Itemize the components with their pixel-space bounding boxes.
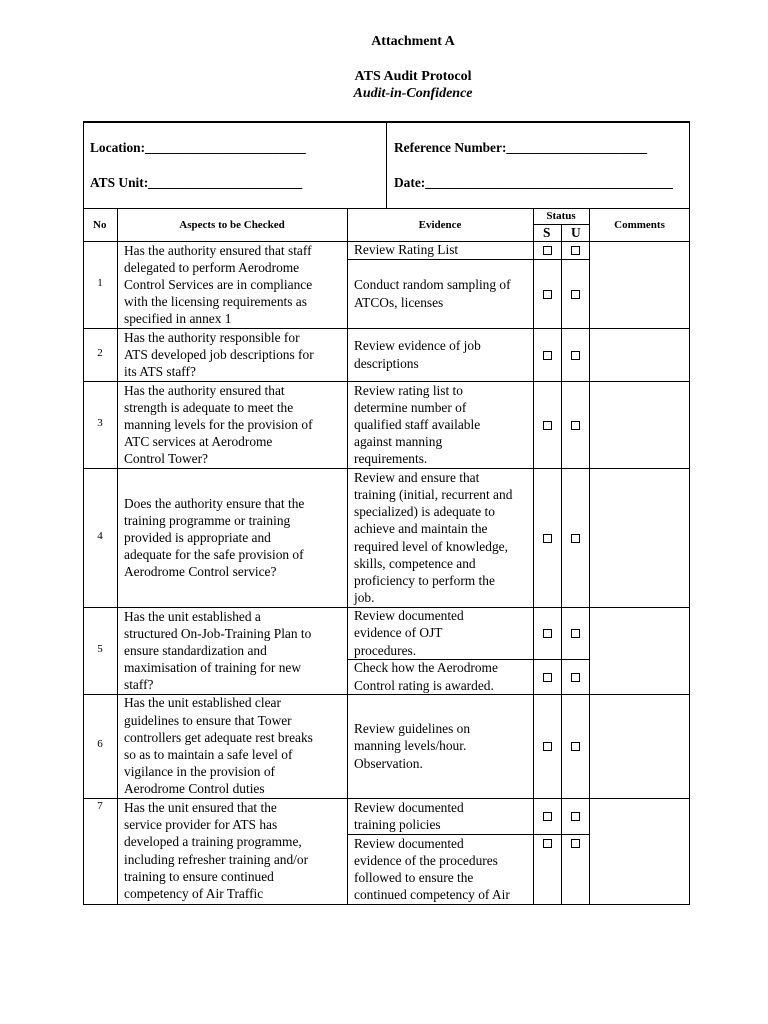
aspect-line: training to ensure continued	[124, 868, 274, 884]
status-s-checkbox[interactable]	[543, 421, 552, 430]
evidence-line: descriptions	[354, 355, 419, 371]
aspect-line: Has the unit established clear	[124, 695, 281, 711]
aspect-line: structured On-Job-Training Plan to	[124, 625, 312, 641]
evidence-line: Conduct random sampling of	[354, 277, 511, 293]
status-s-checkbox[interactable]	[543, 534, 552, 543]
table-border-right	[689, 121, 690, 905]
evidence-subrow-rule	[347, 259, 589, 260]
aspect-line: specified in annex 1	[124, 311, 232, 327]
status-u-checkbox[interactable]	[571, 629, 580, 638]
form-bottom-rule	[83, 208, 690, 209]
aspect-line: ATC services at Aerodrome	[124, 434, 273, 450]
evidence-line: Review evidence of job	[354, 338, 481, 354]
aspect-line: Does the authority ensure that the	[124, 495, 305, 511]
status-u-checkbox[interactable]	[571, 534, 580, 543]
evidence-line: requirements.	[354, 451, 428, 467]
status-u-checkbox[interactable]	[571, 421, 580, 430]
evidence-line: required level of knowledge,	[354, 538, 508, 554]
aspect-line: developed a training programme,	[124, 834, 302, 850]
aspect-line: competency of Air Traffic	[124, 886, 264, 901]
evidence-line: evidence of the procedures	[354, 852, 498, 868]
aspect-line: staff?	[124, 677, 154, 693]
aspect-line: training programme or training	[124, 512, 291, 528]
date-field: Date:_____________________________________	[394, 175, 673, 190]
evidence-line: training (initial, recurrent and	[354, 486, 513, 502]
evidence-line: Review guidelines on	[354, 721, 471, 737]
status-s-checkbox[interactable]	[543, 290, 552, 299]
evidence-line: skills, competence and	[354, 555, 476, 571]
column-header-comments: Comments	[614, 219, 665, 231]
evidence-line: Review documented	[354, 799, 464, 815]
aspect-line: controllers get adequate rest breaks	[124, 729, 313, 745]
column-rule-status-u	[589, 208, 590, 904]
status-s-checkbox[interactable]	[543, 673, 552, 682]
aspect-line: Has the unit established a	[124, 608, 261, 624]
column-header-s: S	[543, 225, 551, 240]
column-rule-no	[117, 208, 118, 904]
evidence-line: manning levels/hour.	[354, 738, 467, 754]
column-header-u: U	[571, 225, 581, 240]
table-border-left	[83, 121, 84, 905]
aspect-line: manning levels for the provision of	[124, 416, 313, 432]
aspect-line: Aerodrome Control service?	[124, 564, 277, 580]
column-header-no: No	[93, 219, 107, 231]
reference-number-field: Reference Number:_____________________	[394, 140, 648, 155]
evidence-line: proficiency to perform the	[354, 572, 495, 588]
aspect-line: ensure standardization and	[124, 642, 267, 658]
evidence-line: job.	[354, 590, 375, 606]
evidence-line: Review and ensure that	[354, 469, 480, 485]
status-u-checkbox[interactable]	[571, 742, 580, 751]
column-header-status: Status	[546, 210, 576, 222]
ats-unit-field: ATS Unit:_______________________	[90, 175, 303, 190]
evidence-line: evidence of OJT	[354, 625, 443, 641]
status-s-checkbox[interactable]	[543, 246, 552, 255]
status-s-checkbox[interactable]	[543, 839, 552, 848]
evidence-line: followed to ensure the	[354, 870, 474, 885]
aspect-line: so as to maintain a safe level of	[124, 747, 293, 762]
aspect-line: delegated to perform Aerodrome	[124, 259, 300, 275]
status-u-checkbox[interactable]	[571, 673, 580, 682]
column-rule-aspects	[347, 208, 348, 904]
status-u-checkbox[interactable]	[571, 290, 580, 299]
evidence-line: Review rating list to	[354, 382, 463, 398]
column-header-evidence: Evidence	[418, 219, 462, 231]
row-number: 1	[97, 276, 103, 289]
aspect-line: Control Tower?	[124, 451, 208, 467]
table-border-bottom	[83, 904, 690, 905]
status-u-checkbox[interactable]	[571, 246, 580, 255]
evidence-line: Observation.	[354, 755, 423, 771]
status-u-checkbox[interactable]	[571, 351, 580, 360]
row-number: 4	[97, 529, 103, 542]
evidence-line: Control rating is awarded.	[354, 677, 494, 693]
evidence-line: determine number of	[354, 399, 467, 415]
evidence-line: procedures.	[354, 642, 417, 658]
aspect-line: including refresher training and/or	[124, 851, 309, 867]
row-number: 7	[97, 800, 103, 812]
evidence-line: Check how the Aerodrome	[354, 660, 498, 676]
form-divider	[386, 121, 387, 208]
column-rule-evidence	[533, 208, 534, 904]
column-header-aspects: Aspects to be Checked	[179, 219, 285, 231]
aspect-line: guidelines to ensure that Tower	[124, 712, 292, 728]
status-s-checkbox[interactable]	[543, 812, 552, 821]
evidence-line: qualified staff available	[354, 416, 481, 432]
aspect-line: Control Services are in compliance	[124, 276, 313, 292]
aspect-line: vigilance in the provision of	[124, 764, 275, 780]
aspect-line: strength is adequate to meet the	[124, 399, 294, 415]
evidence-line: ATCOs, licenses	[354, 294, 444, 310]
evidence-line: Review Rating List	[354, 242, 459, 258]
aspect-line: Has the unit ensured that the	[124, 800, 277, 815]
status-s-checkbox[interactable]	[543, 742, 552, 751]
aspect-line: adequate for the safe provision of	[124, 547, 304, 563]
evidence-line: Review documented	[354, 835, 464, 851]
aspect-line: maximisation of training for new	[124, 660, 302, 676]
aspect-line: ATS developed job descriptions for	[124, 346, 314, 362]
status-u-checkbox[interactable]	[571, 812, 580, 821]
column-rule-status-s	[561, 224, 562, 904]
evidence-line: specialized) is adequate to	[354, 504, 495, 520]
aspect-line: with the licensing requirements as	[124, 294, 307, 310]
aspect-line: provided is appropriate and	[124, 529, 271, 545]
aspect-line: Has the authority responsible for	[124, 329, 300, 345]
status-s-checkbox[interactable]	[543, 351, 552, 360]
aspect-line: Aerodrome Control duties	[124, 781, 265, 797]
row-number: 2	[97, 346, 103, 359]
evidence-line: achieve and maintain the	[354, 521, 488, 537]
location-field: Location:________________________	[90, 140, 306, 155]
confidentiality-label: Audit-in-Confidence	[353, 86, 473, 101]
evidence-line: continued competency of Air	[354, 887, 510, 903]
aspect-line: Has the authority ensured that	[124, 382, 285, 398]
audit-table	[83, 121, 690, 904]
aspect-line: Has the authority ensured that staff	[124, 242, 312, 258]
row-number: 3	[97, 416, 103, 429]
protocol-title: ATS Audit Protocol	[354, 69, 472, 84]
status-s-checkbox[interactable]	[543, 629, 552, 638]
evidence-line: against manning	[354, 434, 443, 450]
row-number: 6	[97, 738, 103, 750]
row-number: 5	[97, 642, 103, 655]
aspect-line: its ATS staff?	[124, 364, 196, 380]
evidence-line: Review documented	[354, 608, 464, 624]
status-u-checkbox[interactable]	[571, 839, 580, 848]
evidence-line: training policies	[354, 817, 441, 832]
attachment-heading: Attachment A	[371, 34, 455, 49]
aspect-line: service provider for ATS has	[124, 817, 278, 833]
